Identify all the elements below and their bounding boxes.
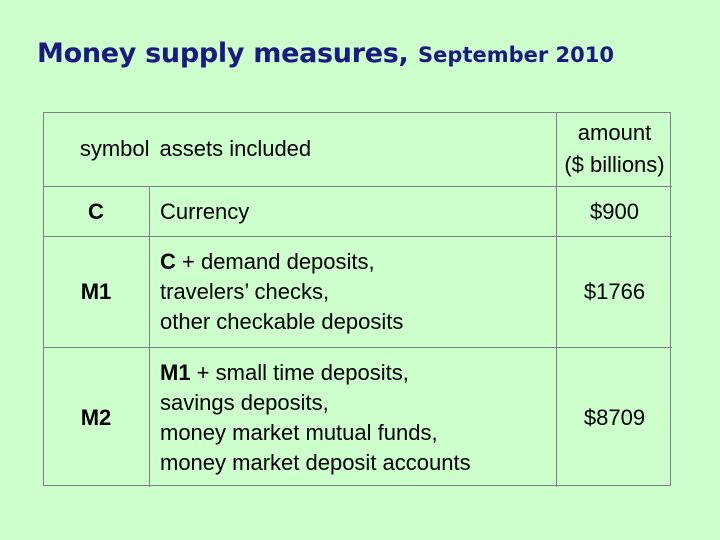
row-symbol: C — [43, 187, 150, 237]
row-assets-line: travelers’ checks, — [160, 279, 330, 304]
row-amount: $1766 — [557, 237, 673, 348]
assets-prefix: C — [160, 249, 176, 274]
table-row — [43, 237, 672, 348]
slide-title — [37, 38, 614, 69]
row-assets — [150, 237, 557, 348]
row-amount: $900 — [557, 187, 673, 237]
row-assets — [150, 187, 557, 237]
title-date: September 2010 — [418, 43, 614, 67]
row-assets-line: money market mutual funds, — [160, 419, 438, 445]
row-assets-line: Currency — [160, 198, 250, 224]
money-supply-table — [43, 112, 672, 487]
row-assets-line: savings deposits, — [160, 389, 329, 415]
table-row — [43, 187, 672, 237]
header-symbol: symbol — [43, 112, 150, 187]
row-assets-line: money market deposit accounts — [160, 449, 471, 475]
table-row — [43, 348, 672, 488]
assets-prefix: M1 — [160, 359, 191, 385]
title-main: Money supply measures, — [37, 38, 409, 69]
header-amount-line2: ($ billions) — [564, 152, 665, 177]
row-symbol: M2 — [43, 348, 150, 488]
header-amount-line1: amount — [577, 120, 652, 145]
header-amount — [557, 112, 673, 187]
header-assets: assets included — [150, 112, 557, 187]
table-header-row — [43, 112, 672, 187]
row-assets-line — [160, 358, 556, 388]
row-assets-line — [160, 247, 556, 277]
row-assets-line: other checkable deposits — [160, 309, 404, 334]
row-symbol: M1 — [43, 237, 150, 348]
assets-text: + small time deposits, — [190, 359, 409, 385]
row-amount: $8709 — [583, 404, 646, 430]
row-assets — [150, 348, 557, 488]
assets-text: + demand deposits, — [175, 249, 375, 274]
